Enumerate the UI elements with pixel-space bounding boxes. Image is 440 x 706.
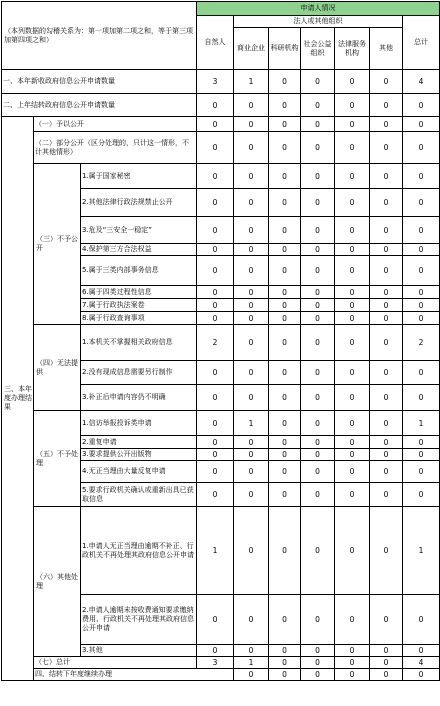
cell-value: 0 (197, 449, 234, 461)
cell-value: 0 (370, 669, 403, 681)
cell-value: 0 (301, 189, 335, 217)
header-legal-org: 法人或其他组织 (234, 16, 403, 28)
cell-value: 0 (301, 94, 335, 117)
cell-value: 0 (370, 461, 403, 483)
cell-value: 0 (269, 507, 301, 595)
cell-value: 0 (301, 70, 335, 94)
cell-value: 0 (370, 164, 403, 189)
row-label: 6.属于四类过程性信息 (81, 286, 197, 299)
cell-value: 0 (370, 70, 403, 94)
cell-value: 0 (403, 299, 440, 312)
cell-value: 0 (197, 256, 234, 286)
row-label: 2.其他法律行政法规禁止公开 (81, 189, 197, 217)
cell-value: 0 (301, 669, 335, 681)
cell-value: 3 (197, 70, 234, 94)
cell-value: 0 (301, 411, 335, 436)
cell-value: 0 (301, 461, 335, 483)
row-label: 3.其他 (81, 645, 197, 657)
cell-value: 0 (234, 595, 269, 645)
cell-value: 0 (234, 507, 269, 595)
cell-value: 0 (301, 299, 335, 312)
cell-value: 0 (269, 645, 301, 657)
cell-value: 0 (335, 256, 370, 286)
cell-value: 0 (269, 385, 301, 411)
row-label: 2.重复申请 (81, 436, 197, 449)
cell-value: 0 (335, 507, 370, 595)
cell-value: 0 (197, 645, 234, 657)
cell-value: 1 (234, 70, 269, 94)
cell-value: 0 (335, 645, 370, 657)
table-row (2, 132, 440, 164)
cell-value: 0 (234, 189, 269, 217)
cell-value: 1 (234, 657, 269, 669)
cell-value: 0 (197, 483, 234, 507)
cell-value: 0 (335, 436, 370, 449)
cell-value: 0 (234, 286, 269, 299)
cell-value: 0 (197, 189, 234, 217)
cell-value: 0 (301, 361, 335, 385)
cell-value: 0 (301, 657, 335, 669)
row-label: 2.申请人逾期未按收费通知要求缴纳费用、行政机关不再处理其政府信息公开申请 (81, 595, 197, 645)
cell-value: 0 (403, 312, 440, 325)
row-label: 四、结转下年度继续办理 (34, 669, 234, 681)
cell-value: 0 (403, 286, 440, 299)
cell-value: 0 (403, 117, 440, 132)
cell-value: 0 (403, 217, 440, 244)
cell-value: 0 (403, 645, 440, 657)
cell-value: 0 (197, 217, 234, 244)
row-label: 5.要求行政机关确认或重新出具已获取信息 (81, 483, 197, 507)
cell-value: 0 (234, 325, 269, 361)
cell-value: 0 (370, 436, 403, 449)
cell-value: 0 (234, 217, 269, 244)
section3-label: 三、本年度办理结果 (2, 117, 34, 681)
cell-value: 0 (269, 483, 301, 507)
statistics-table (1, 1, 440, 681)
header-col-legal-service: 法律服务机构 (335, 28, 370, 70)
row-label: 3.要求提供公开出版物 (81, 449, 197, 461)
cell-value: 0 (370, 657, 403, 669)
cell-value: 4 (403, 70, 440, 94)
cell-value: 0 (301, 256, 335, 286)
cell-value: 0 (269, 299, 301, 312)
row-label: 1.信访举报投诉类申请 (81, 411, 197, 436)
cell-value: 0 (335, 483, 370, 507)
cell-value: 0 (269, 361, 301, 385)
cell-value: 0 (301, 312, 335, 325)
cell-value: 0 (403, 256, 440, 286)
cell-value: 0 (370, 361, 403, 385)
cell-value: 0 (301, 217, 335, 244)
cell-value: 0 (269, 411, 301, 436)
cell-value: 3 (197, 657, 234, 669)
cell-value: 0 (269, 436, 301, 449)
table-row (2, 325, 440, 361)
table-row (2, 657, 440, 669)
header-col-public-welfare: 社会公益组织 (301, 28, 335, 70)
cell-value: 0 (269, 217, 301, 244)
cell-value: 0 (335, 117, 370, 132)
cell-value: 0 (269, 461, 301, 483)
cell-value: 0 (301, 132, 335, 164)
cell-value: 0 (403, 189, 440, 217)
cell-value: 0 (234, 244, 269, 256)
cell-value: 0 (197, 461, 234, 483)
row-label: 4.保护第三方合法权益 (81, 244, 197, 256)
cell-value: 0 (370, 117, 403, 132)
cell-value: 0 (234, 164, 269, 189)
cell-value: 0 (370, 299, 403, 312)
cell-value: 0 (370, 256, 403, 286)
cell-value: 0 (370, 189, 403, 217)
cell-value: 0 (335, 286, 370, 299)
header-note: （本列数据的勾稽关系为：第一项加第二项之和，等于第三项加第四项之和） (2, 2, 197, 70)
cell-value: 0 (301, 449, 335, 461)
row-label: 4.无正当理由大量反复申请 (81, 461, 197, 483)
group-unable-provide: （四）无法提供 (34, 325, 81, 411)
cell-value: 0 (197, 244, 234, 256)
cell-value: 2 (197, 325, 234, 361)
cell-value: 0 (403, 94, 440, 117)
table-row (2, 411, 440, 436)
cell-value: 0 (269, 94, 301, 117)
row-label: 1.申请人无正当理由逾期不补正、行政机关不再处理其政府信息公开申请 (81, 507, 197, 595)
cell-value: 0 (335, 312, 370, 325)
cell-value: 0 (234, 669, 269, 681)
cell-value: 0 (197, 132, 234, 164)
cell-value: 0 (335, 449, 370, 461)
cell-value: 0 (335, 411, 370, 436)
cell-value: 0 (197, 361, 234, 385)
cell-value: 0 (370, 595, 403, 645)
cell-value: 0 (335, 361, 370, 385)
header-applicant: 申请人情况 (197, 2, 440, 16)
table-row (2, 669, 440, 681)
cell-value: 0 (370, 244, 403, 256)
cell-value: 0 (234, 449, 269, 461)
row-label: 8.属于行政查询事项 (81, 312, 197, 325)
cell-value: 1 (197, 507, 234, 595)
row-label: 3.补正后申请内容仍不明确 (81, 385, 197, 411)
cell-value: 0 (403, 385, 440, 411)
cell-value: 0 (269, 657, 301, 669)
cell-value: 0 (403, 483, 440, 507)
cell-value: 0 (335, 325, 370, 361)
cell-value: 0 (403, 436, 440, 449)
cell-value: 0 (269, 595, 301, 645)
cell-value: 0 (269, 117, 301, 132)
header-col-other: 其他 (370, 28, 403, 70)
header-total: 总计 (403, 16, 440, 70)
cell-value: 0 (234, 385, 269, 411)
cell-value: 0 (234, 436, 269, 449)
cell-value: 0 (234, 117, 269, 132)
header-natural-person: 自然人 (197, 16, 234, 70)
row-label: 2.没有现成信息需要另行制作 (81, 361, 197, 385)
cell-value: 0 (234, 94, 269, 117)
cell-value: 0 (301, 507, 335, 595)
cell-value: 0 (269, 312, 301, 325)
cell-value: 0 (234, 312, 269, 325)
cell-value: 0 (301, 244, 335, 256)
cell-value: 0 (269, 449, 301, 461)
cell-value: 0 (403, 164, 440, 189)
row-label: （一）予以公开 (34, 117, 197, 132)
cell-value: 1 (234, 411, 269, 436)
cell-value: 0 (403, 669, 440, 681)
cell-value: 0 (370, 507, 403, 595)
group-not-processed: （五）不予处理 (34, 411, 81, 507)
cell-value: 0 (370, 132, 403, 164)
cell-value: 0 (335, 595, 370, 645)
cell-value: 0 (197, 312, 234, 325)
cell-value: 0 (335, 657, 370, 669)
cell-value: 0 (269, 189, 301, 217)
cell-value: 0 (335, 385, 370, 411)
cell-value: 0 (370, 483, 403, 507)
cell-value: 0 (403, 132, 440, 164)
cell-value: 0 (301, 325, 335, 361)
cell-value: 0 (335, 217, 370, 244)
cell-value: 0 (234, 256, 269, 286)
table-row (2, 164, 440, 189)
cell-value: 0 (234, 645, 269, 657)
row-label: 1.本机关不掌握相关政府信息 (81, 325, 197, 361)
table-row (2, 507, 440, 595)
cell-value: 0 (301, 595, 335, 645)
cell-value: 0 (197, 164, 234, 189)
cell-value: 0 (335, 244, 370, 256)
cell-value: 0 (269, 325, 301, 361)
cell-value: 0 (403, 449, 440, 461)
cell-value: 0 (301, 483, 335, 507)
cell-value: 0 (197, 595, 234, 645)
cell-value: 0 (403, 244, 440, 256)
cell-value: 0 (234, 483, 269, 507)
cell-value: 0 (269, 164, 301, 189)
cell-value: 0 (403, 361, 440, 385)
cell-value: 0 (269, 669, 301, 681)
cell-value: 0 (370, 312, 403, 325)
cell-value: 0 (234, 299, 269, 312)
row-label: 5.属于三类内部事务信息 (81, 256, 197, 286)
cell-value: 0 (335, 189, 370, 217)
table-row (2, 94, 440, 117)
group-other-handling: （六）其他处理 (34, 507, 81, 657)
cell-value: 0 (234, 132, 269, 164)
table-row (2, 70, 440, 94)
cell-value: 0 (197, 286, 234, 299)
cell-value: 1 (403, 411, 440, 436)
cell-value: 0 (197, 411, 234, 436)
cell-value: 0 (370, 385, 403, 411)
row-label: （二）部分公开（区分处理的，只计这一情形，不计其他情形） (34, 132, 197, 164)
cell-value: 0 (301, 645, 335, 657)
cell-value: 0 (234, 361, 269, 385)
cell-value: 0 (301, 436, 335, 449)
cell-value: 0 (370, 94, 403, 117)
cell-value: 0 (403, 461, 440, 483)
cell-value: 0 (197, 436, 234, 449)
cell-value: 0 (301, 117, 335, 132)
cell-value: 0 (197, 94, 234, 117)
cell-value: 0 (197, 117, 234, 132)
group-not-disclosed: （三）不予公开 (34, 164, 81, 325)
cell-value: 0 (335, 132, 370, 164)
cell-value: 0 (335, 299, 370, 312)
cell-value: 0 (269, 132, 301, 164)
cell-value: 0 (269, 244, 301, 256)
row-label: 7.属于行政执法案卷 (81, 299, 197, 312)
cell-value: 0 (197, 299, 234, 312)
cell-value: 0 (269, 256, 301, 286)
cell-value: 0 (370, 645, 403, 657)
cell-value: 0 (370, 411, 403, 436)
cell-value: 0 (269, 286, 301, 299)
cell-value: 0 (335, 461, 370, 483)
cell-value: 2 (403, 325, 440, 361)
cell-value: 0 (301, 164, 335, 189)
row-label: 1.属于国家秘密 (81, 164, 197, 189)
cell-value: 0 (370, 449, 403, 461)
cell-value: 0 (269, 70, 301, 94)
cell-value: 0 (234, 461, 269, 483)
cell-value: 0 (403, 595, 440, 645)
cell-value: 1 (403, 507, 440, 595)
cell-value: 0 (335, 94, 370, 117)
cell-value: 0 (335, 164, 370, 189)
table-row (2, 117, 440, 132)
row-label: 一、本年新收政府信息公开申请数量 (2, 70, 197, 94)
row-label: 二、上年结转政府信息公开申请数量 (2, 94, 197, 117)
row-label: 3.危及“三安全一稳定” (81, 217, 197, 244)
cell-value: 0 (301, 385, 335, 411)
cell-value: 4 (403, 657, 440, 669)
cell-value: 0 (301, 286, 335, 299)
header-col-business: 商业企业 (234, 28, 269, 70)
cell-value: 0 (370, 325, 403, 361)
cell-value: 0 (370, 286, 403, 299)
cell-value: 0 (335, 669, 370, 681)
row-label: （七）总计 (34, 657, 197, 669)
cell-value: 0 (370, 217, 403, 244)
cell-value: 0 (197, 385, 234, 411)
header-col-research: 科研机构 (269, 28, 301, 70)
cell-value: 0 (335, 70, 370, 94)
